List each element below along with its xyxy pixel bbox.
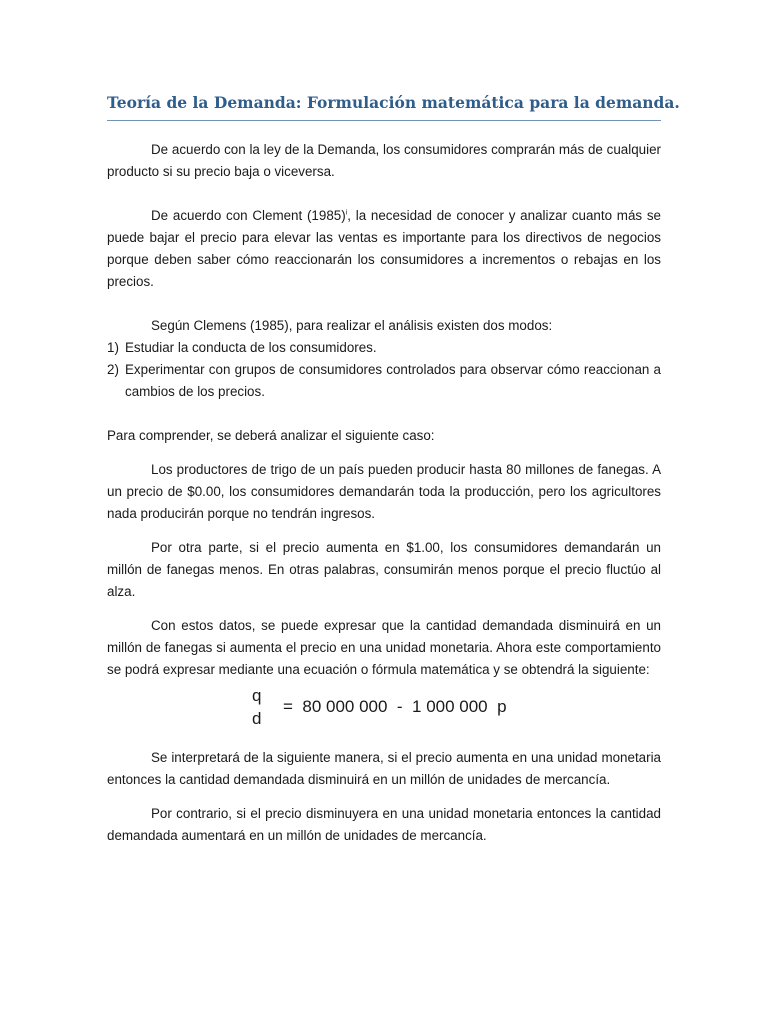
- list-item: [107, 359, 661, 403]
- list-item: [107, 337, 661, 359]
- list-item-number: 1): [107, 340, 119, 355]
- paragraph-law-of-demand: De acuerdo con la ley de la Demanda, los consumidores comprarán más de cualquier producto si su precio baja o viceversa.: [107, 142, 661, 179]
- formula-q: q: [252, 686, 262, 705]
- paragraph-clement-rest: , la necesidad de conocer y analizar cuanto más se puede bajar el precio para elevar las ventas es importante para los directivos de negocios porque deben saber cómo reaccionarán los consumidores a incrementos o rebajas en los precios.: [107, 208, 661, 289]
- document-body: [107, 90, 680, 847]
- footnote-marker: i: [345, 209, 348, 217]
- paragraph-contrary: Por contrario, si el precio disminuyera en una unidad monetaria entonces la cantidad demandada aumentará en un millón de unidades de mercancía.: [107, 806, 661, 843]
- paragraph-case-intro: Para comprender, se deberá analizar el siguiente caso:: [107, 428, 435, 443]
- title-underline: [107, 120, 661, 121]
- modes-list: [107, 337, 661, 403]
- paragraph-clement: [107, 205, 661, 293]
- formula-d: d: [252, 709, 262, 728]
- paragraph-clemens: Según Clemens (1985), para realizar el análisis existen dos modos:: [151, 318, 553, 333]
- paragraph-price-increase: Por otra parte, si el precio aumenta en $1.00, los consumidores demandarán un millón de fanegas menos. En otras palabras, consumirán menos porque el precio fluctúo al alza.: [107, 540, 661, 599]
- list-item-number: 2): [107, 362, 119, 377]
- formula-rhs: = 80 000 000 - 1 000 000 p: [283, 697, 507, 716]
- list-item-text: Estudiar la conducta de los consumidores.: [125, 340, 377, 355]
- demand-formula: [107, 685, 661, 731]
- paragraph-interpretation: Se interpretará de la siguiente manera, si el precio aumenta en una unidad monetaria entonces la cantidad demandada disminuirá en un millón de unidades de mercancía.: [107, 750, 661, 787]
- paragraph-equation-intro: Con estos datos, se puede expresar que la cantidad demandada disminuirá en un millón de fanegas si aumenta el precio en una unidad monetaria. Ahora este comportamiento se podrá expresar mediante una ecuación o fórmula matemática y se obtendrá la siguiente:: [107, 618, 661, 677]
- list-item-text: Experimentar con grupos de consumidores controlados para observar cómo reaccionan a cambios de los precios.: [125, 362, 661, 399]
- paragraph-clement-start: De acuerdo con Clement (1985): [151, 208, 346, 223]
- page-title: Teoría de la Demanda: Formulación matemática para la demanda.: [107, 93, 680, 112]
- paragraph-wheat-producers: Los productores de trigo de un país pueden producir hasta 80 millones de fanegas. A un precio de $0.00, los consumidores demandarán toda la producción, pero los agricultores nada producirán porque no tendrán ingresos.: [107, 462, 661, 521]
